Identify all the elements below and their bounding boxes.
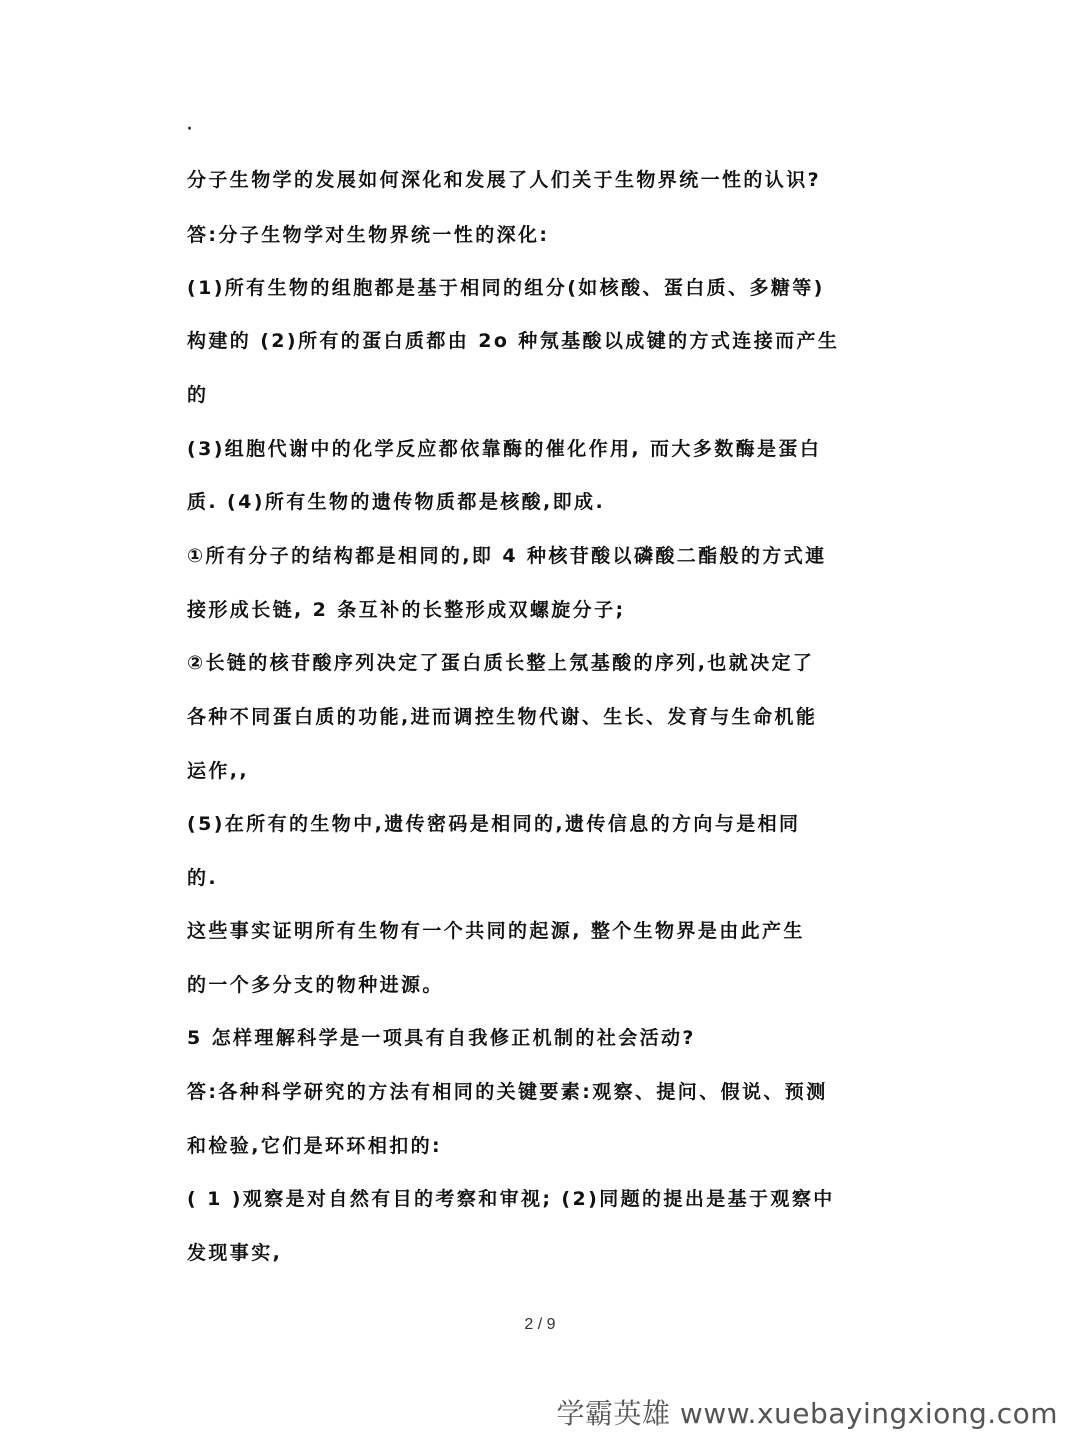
- text-line: 接形成长链, 2 条互补的长整形成双螺旋分子;: [187, 599, 626, 621]
- text-line: 质. (4)所有生物的遗传物质都是核酸,即成.: [187, 491, 606, 513]
- top-mark: ·: [186, 117, 193, 142]
- text-line: 和检验,它们是环环相扣的:: [187, 1135, 443, 1157]
- site-watermark: 学霸英雄 www.xuebayingxiong.com: [556, 1397, 1058, 1430]
- text-line: ( 1 )观察是对自然有目的考察和审视; (2)同题的提出是基于观察中: [187, 1188, 835, 1210]
- text-line: 的.: [187, 867, 219, 889]
- text-line: ①所有分子的结构都是相同的,即 4 种核苷酸以磷酸二酯般的方式連: [187, 545, 827, 567]
- text-line: 这些事实证明所有生物有一个共同的起源, 整个生物界是由此产生: [187, 920, 805, 942]
- text-line: 的: [187, 384, 209, 406]
- text-line: 发现事实,: [187, 1242, 283, 1264]
- page-number: 2 / 9: [524, 1316, 556, 1333]
- text-line: 运作,,: [187, 760, 250, 782]
- text-line: (3)组胞代谢中的化学反应都依靠酶的催化作用, 而大多数酶是蛋白: [187, 438, 822, 460]
- text-line: (5)在所有的生物中,遗传密码是相同的,遗传信息的方向与是相同: [187, 813, 801, 835]
- text-line: ②长链的核苷酸序列决定了蛋白质长整上氖基酸的序列,也就决定了: [187, 652, 815, 674]
- text-line: (1)所有生物的组胞都是基于相同的组分(如核酸、蛋白质、多糖等): [187, 277, 825, 299]
- text-line: 各种不同蛋白质的功能,进而调控生物代谢、生长、发育与生命机能: [187, 706, 818, 728]
- question-5-title: 5 怎样理解科学是一项具有自我修正机制的社会活动?: [187, 1027, 696, 1049]
- answer-5-intro: 答:各种科学研究的方法有相同的关键要素:观察、提问、假说、预测: [187, 1081, 828, 1103]
- text-line: 构建的 (2)所有的蛋白质都由 2o 种氖基酸以成键的方式连接而产生: [187, 330, 840, 352]
- answer-4-intro: 答:分子生物学对生物界统一性的深化:: [187, 224, 550, 246]
- question-4-title: 分子生物学的发展如何深化和发展了人们关于生物界统一性的认识?: [187, 169, 822, 191]
- text-line: 的一个多分支的物种进源。: [187, 974, 444, 996]
